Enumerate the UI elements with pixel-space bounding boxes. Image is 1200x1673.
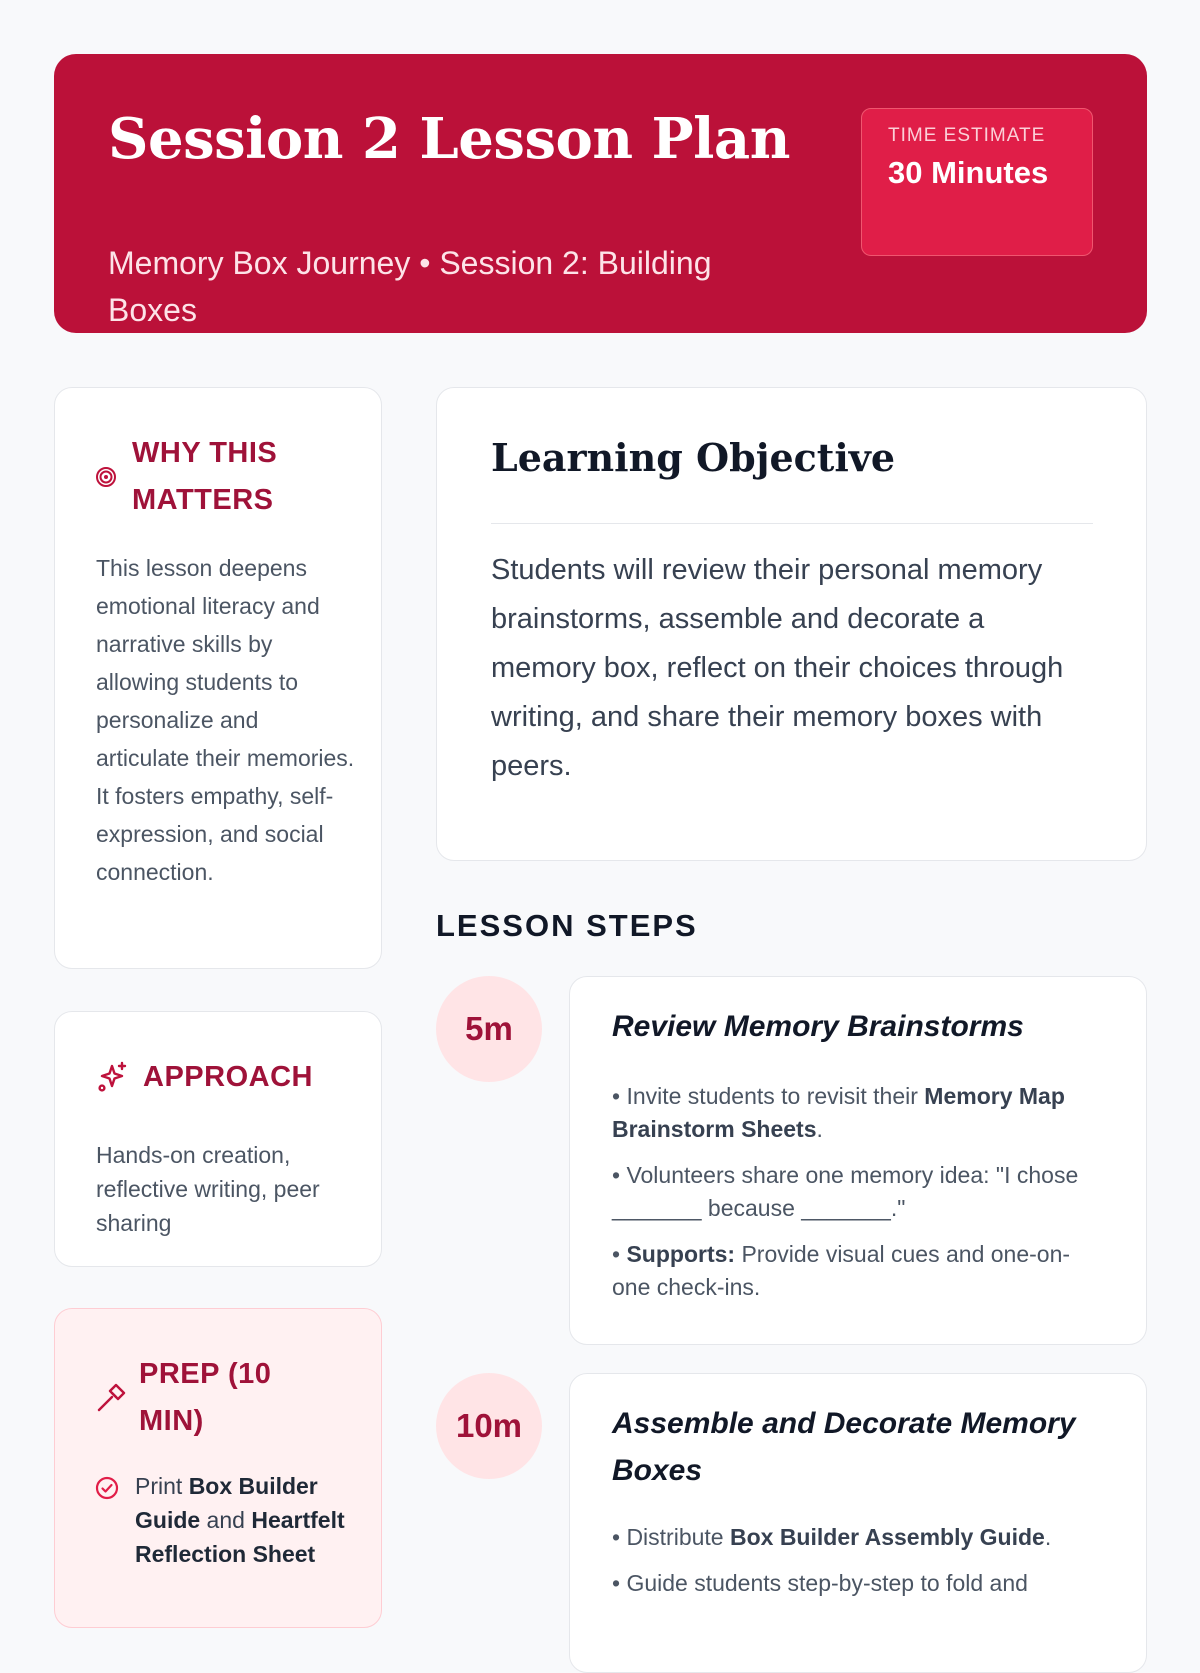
bullet-text: .: [1044, 1524, 1052, 1550]
list-item: [612, 1159, 1082, 1225]
prep-item-bold: Box Builder Guide: [135, 1473, 318, 1533]
step-card: [569, 1373, 1147, 1673]
step-bullets: [612, 1521, 1082, 1613]
divider: [491, 523, 1093, 524]
bullet-bold: Supports:: [626, 1241, 736, 1267]
prep-title: PREP (10 MIN): [139, 1358, 272, 1437]
bullet-text: • Distribute: [612, 1524, 730, 1550]
approach-card: [54, 1011, 382, 1267]
lesson-steps-heading: LESSON STEPS: [436, 908, 698, 943]
approach-title: APPROACH: [143, 1061, 313, 1093]
bullet-text: • Invite students to revisit their: [612, 1083, 925, 1109]
sparkles-icon: [95, 1060, 129, 1099]
header-banner: [54, 54, 1147, 333]
step-card: [569, 976, 1147, 1345]
step-duration-badge: 5m: [436, 976, 542, 1082]
bullet-text: Provide visual cues and one-on-one check-ins.: [612, 1241, 1071, 1300]
prep-item-text: and: [200, 1507, 252, 1533]
bullet-bold: Memory Map Brainstorm Sheets: [612, 1083, 1065, 1142]
step-title: Assemble and Decorate Memory Boxes: [612, 1407, 1076, 1487]
list-item: [612, 1238, 1082, 1304]
prep-card: [54, 1308, 382, 1628]
step-duration-badge: 10m: [436, 1373, 542, 1479]
learning-objective-card: [436, 387, 1147, 861]
why-title: WHY THIS MATTERS: [132, 437, 278, 516]
prep-item-bold: Heartfelt Reflection Sheet: [135, 1507, 345, 1567]
subtitle-text: Memory Box Journey • Session 2: Building Boxes: [108, 245, 712, 328]
page-subtitle: [108, 240, 798, 334]
objective-title: Learning Objective: [491, 435, 896, 480]
list-item: [612, 1567, 1082, 1600]
bullet-bold: Box Builder Assembly Guide: [729, 1524, 1045, 1550]
time-estimate-label: TIME ESTIMATE: [888, 125, 1046, 146]
prep-item-text: Print: [135, 1473, 189, 1499]
objective-text: Students will review their personal memory brainstorms, assemble and decorate a memory box, reflect on their choices through writing, and share their memory boxes with peers.: [491, 554, 1064, 782]
approach-text: Hands-on creation, reflective writing, peer sharing: [96, 1142, 320, 1236]
list-item: [612, 1521, 1082, 1554]
bullet-text: •: [612, 1241, 627, 1267]
page-title: Session 2 Lesson Plan: [108, 106, 790, 172]
hammer-icon: [95, 1382, 127, 1419]
why-this-matters-card: [54, 387, 382, 969]
time-estimate-value: 30 Minutes: [888, 155, 1049, 190]
list-item: [95, 1469, 355, 1571]
step-bullets: [612, 1080, 1082, 1317]
time-estimate-box: [861, 108, 1093, 256]
bullet-text: • Volunteers share one memory idea: "I chose _______ because _______.": [612, 1162, 1079, 1221]
list-item: [612, 1080, 1082, 1146]
prep-checklist: [95, 1469, 355, 1571]
check-circle-icon: [95, 1475, 119, 1509]
why-text: This lesson deepens emotional literacy and narrative skills by allowing students to personalize and articulate their memories. It fosters empathy, self-expression, and social connection.: [96, 555, 355, 885]
bullet-text: .: [816, 1116, 823, 1142]
step-title: Review Memory Brainstorms: [612, 1010, 1024, 1043]
bullet-text: • Guide students step-by-step to fold and: [612, 1570, 1028, 1596]
target-icon: [95, 466, 117, 493]
